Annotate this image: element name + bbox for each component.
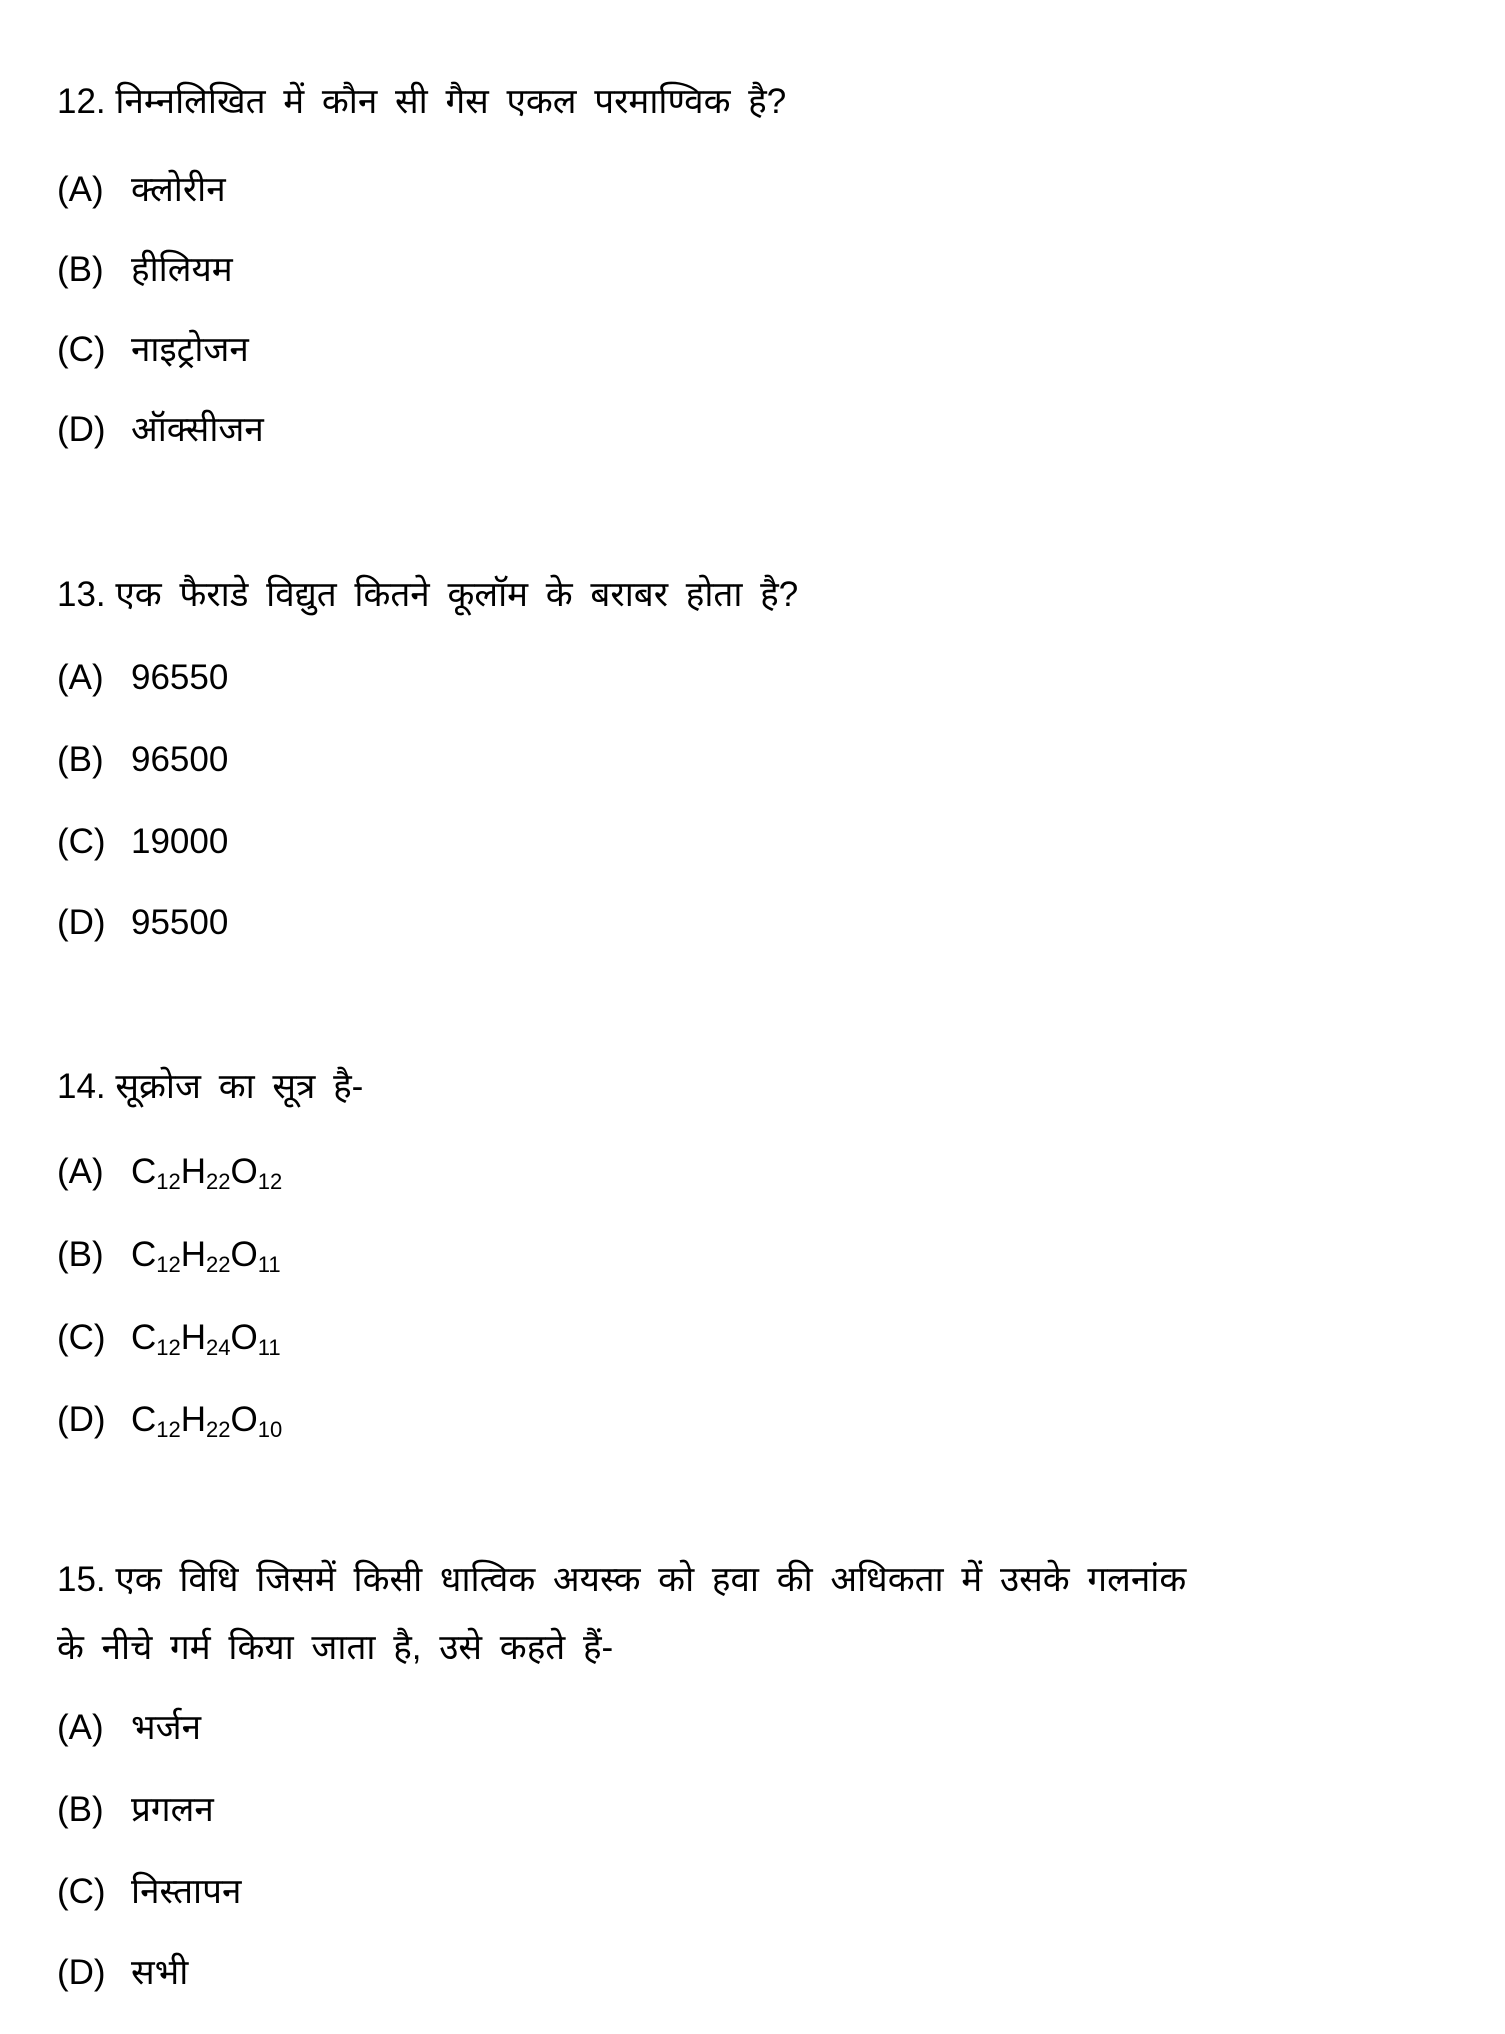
chemical-formula: [131, 1152, 283, 1194]
question-number: 13.: [57, 575, 106, 614]
element-symbol: O: [230, 1400, 258, 1439]
question-text: एक विधि जिसमें किसी धात्विक अयस्क को हवा की अधिकता में उसके गलनांक: [115, 1560, 1187, 1599]
subscript: 11: [257, 1252, 281, 1277]
option-text: ऑक्सीजन: [131, 410, 264, 449]
element-symbol: O: [230, 1235, 258, 1274]
question-13-option-c[interactable]: [57, 817, 228, 867]
element-symbol: C: [131, 1235, 157, 1274]
question-number: 12.: [57, 82, 106, 121]
question-15-option-b[interactable]: [57, 1785, 214, 1835]
question-14-option-d[interactable]: [57, 1395, 282, 1445]
question-15-continuation: [57, 1623, 613, 1673]
question-14-option-a[interactable]: [57, 1147, 282, 1197]
option-text: हीलियम: [131, 250, 233, 289]
subscript: 22: [206, 1252, 231, 1277]
element-symbol: C: [131, 1318, 157, 1357]
element-symbol: H: [180, 1318, 207, 1357]
element-symbol: O: [230, 1152, 258, 1191]
element-symbol: H: [180, 1400, 207, 1439]
question-14: [57, 1062, 363, 1112]
option-label: (C): [57, 822, 106, 861]
option-label: (B): [57, 1235, 104, 1274]
option-text: 96550: [131, 658, 229, 697]
option-label: (C): [57, 1872, 106, 1911]
subscript: 12: [156, 1335, 181, 1360]
element-symbol: H: [180, 1235, 207, 1274]
question-12: [57, 77, 786, 127]
question-number: 14.: [57, 1067, 106, 1106]
option-label: (A): [57, 170, 104, 209]
subscript: 24: [206, 1335, 231, 1360]
question-15-option-d[interactable]: [57, 1948, 188, 1998]
option-label: (B): [57, 250, 104, 289]
option-label: (B): [57, 740, 104, 779]
option-text: सभी: [131, 1953, 189, 1992]
option-label: (D): [57, 903, 106, 942]
option-label: (B): [57, 1790, 104, 1829]
option-text: भर्जन: [131, 1708, 202, 1747]
option-text: 95500: [131, 903, 229, 942]
option-label: (D): [57, 1953, 106, 1992]
question-15: [57, 1555, 1186, 1605]
option-label: (D): [57, 1400, 106, 1439]
question-15-option-c[interactable]: [57, 1867, 241, 1917]
option-label: (D): [57, 410, 106, 449]
question-12-option-c[interactable]: [57, 325, 249, 375]
element-symbol: C: [131, 1152, 157, 1191]
question-13-option-a[interactable]: [57, 653, 228, 703]
question-14-option-b[interactable]: [57, 1230, 281, 1280]
subscript: 22: [206, 1417, 231, 1442]
question-text: एक फैराडे विद्युत कितने कूलॉम के बराबर होता है?: [115, 575, 799, 614]
option-text: निस्तापन: [131, 1872, 242, 1911]
option-label: (A): [57, 658, 104, 697]
question-12-option-a[interactable]: [57, 165, 226, 215]
element-symbol: H: [180, 1152, 207, 1191]
element-symbol: O: [230, 1318, 258, 1357]
chemical-formula: [131, 1400, 283, 1442]
option-text: प्रगलन: [131, 1790, 214, 1829]
question-14-option-c[interactable]: [57, 1313, 281, 1363]
question-text: सूक्रोज का सूत्र है-: [115, 1067, 364, 1106]
subscript: 10: [257, 1417, 283, 1442]
option-text: 96500: [131, 740, 229, 779]
subscript: 12: [257, 1169, 283, 1194]
option-label: (A): [57, 1152, 104, 1191]
element-symbol: C: [131, 1400, 157, 1439]
question-13: [57, 570, 798, 620]
option-label: (A): [57, 1708, 104, 1747]
subscript: 22: [206, 1169, 231, 1194]
option-text: 19000: [131, 822, 229, 861]
question-12-option-d[interactable]: [57, 405, 264, 455]
question-13-option-d[interactable]: [57, 898, 228, 948]
question-text: के नीचे गर्म किया जाता है, उसे कहते हैं-: [57, 1628, 614, 1667]
option-text: नाइट्रोजन: [131, 330, 249, 369]
subscript: 12: [156, 1169, 181, 1194]
option-label: (C): [57, 1318, 106, 1357]
question-12-option-b[interactable]: [57, 245, 233, 295]
option-text: क्लोरीन: [131, 170, 226, 209]
question-text: निम्नलिखित में कौन सी गैस एकल परमाण्विक है?: [115, 82, 787, 121]
option-label: (C): [57, 330, 106, 369]
question-15-option-a[interactable]: [57, 1703, 201, 1753]
chemical-formula: [131, 1318, 281, 1360]
subscript: 12: [156, 1252, 181, 1277]
question-13-option-b[interactable]: [57, 735, 228, 785]
question-number: 15.: [57, 1560, 106, 1599]
chemical-formula: [131, 1235, 281, 1277]
subscript: 12: [156, 1417, 181, 1442]
subscript: 11: [257, 1335, 281, 1360]
